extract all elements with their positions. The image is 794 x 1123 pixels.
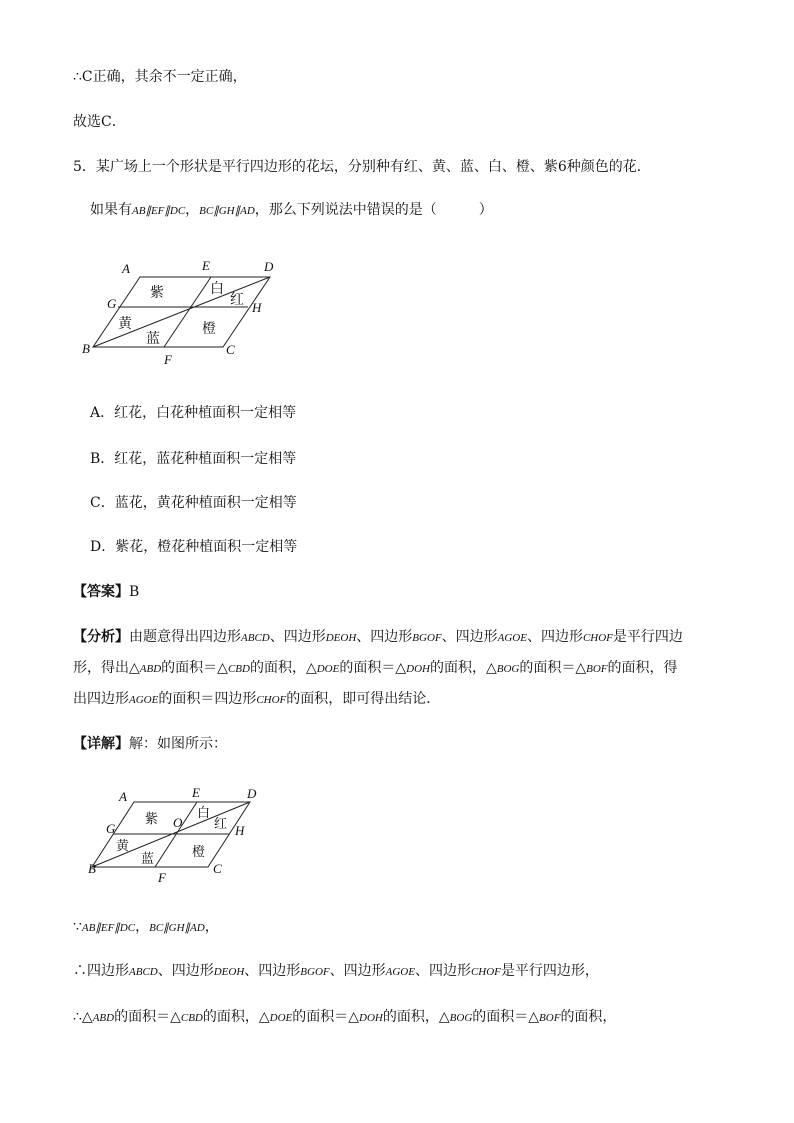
fig2-region-orange-label: 橙 (192, 845, 206, 860)
figure-1-diagonal-bd (93, 277, 270, 347)
point-a-label: A (122, 261, 130, 276)
option-b: B．红花，蓝花种植面积一定相等 (90, 451, 297, 467)
fig2-region-yellow-label: 黄 (116, 839, 130, 854)
fig2-point-b-label: B (88, 861, 96, 876)
detail-header: 【详解】解：如图所示： (73, 736, 227, 752)
region-yellow-label: 黄 (118, 316, 132, 332)
question-5-condition: 如果有AB∥EF∥DC，BC∥GH∥AD，那么下列说法中错误的是（ ） (90, 202, 493, 218)
solution-line-2: ∴四边形ABCD、四边形DEOH、四边形BGOF、四边形AGOE、四边形CHOF是平行四边形， (73, 963, 599, 979)
question-5-stem: 5．某广场上一个形状是平行四边形的花坛，分别种有红、黄、蓝、白、橙、紫6种颜色的花． (73, 159, 651, 175)
fig2-point-c-label: C (213, 861, 222, 876)
region-red-label: 红 (230, 292, 244, 308)
solution-line-1: ∵AB∥EF∥DC，BC∥GH∥AD， (73, 919, 219, 935)
answer-line: 【答案】B (73, 584, 140, 600)
option-a: A．红花，白花种植面积一定相等 (90, 405, 297, 421)
point-g-label: G (107, 296, 117, 311)
fig2-point-h-label: H (235, 823, 245, 838)
text-line-conclusion: ∴C正确，其余不一定正确， (73, 69, 247, 85)
analysis-line-1: 【分析】由题意得出四边形ABCD、四边形DEOH、四边形BGOF、四边形AGOE、四边形CHOF是平行四边 (73, 629, 683, 645)
region-blue-label: 蓝 (146, 331, 160, 347)
point-c-label: C (226, 342, 235, 357)
region-orange-label: 橙 (202, 321, 216, 337)
fig2-region-white-label: 白 (197, 806, 211, 821)
option-d: D．紫花，橙花种植面积一定相等 (90, 539, 298, 555)
region-white-label: 白 (210, 281, 224, 297)
point-d-label: D (264, 259, 274, 274)
parallelogram-figure-1 (80, 255, 280, 365)
fig2-point-a-label: A (119, 789, 127, 804)
text-line-choice: 故选C． (73, 114, 126, 130)
fig2-point-g-label: G (106, 821, 116, 836)
parallelogram-figure-2 (80, 785, 270, 885)
solution-line-3: ∴△ABD的面积＝△CBD的面积，△DOE的面积＝△DOH的面积，△BOG的面积＝△BOF的面积， (73, 1009, 617, 1025)
fig2-point-o-label: O (173, 815, 183, 830)
fig2-point-f-label: F (158, 870, 166, 885)
region-purple-label: 紫 (150, 285, 164, 301)
point-b-label: B (82, 341, 90, 356)
point-h-label: H (252, 300, 262, 315)
fig2-region-blue-label: 蓝 (141, 852, 155, 867)
fig2-region-purple-label: 紫 (145, 812, 159, 827)
fig2-region-red-label: 红 (214, 817, 228, 832)
point-f-label: F (164, 352, 172, 365)
analysis-line-3: 出四边形AGOE的面积＝四边形CHOF的面积，即可得出结论． (73, 691, 441, 707)
option-c: C．蓝花，黄花种植面积一定相等 (90, 495, 297, 511)
point-e-label: E (202, 258, 210, 273)
analysis-line-2: 形，得出△ABD的面积＝△CBD的面积，△DOE的面积＝△DOH的面积，△BOG的面积＝△BOF的面积，得 (73, 660, 678, 676)
fig2-point-e-label: E (192, 785, 200, 800)
fig2-point-d-label: D (247, 786, 257, 801)
